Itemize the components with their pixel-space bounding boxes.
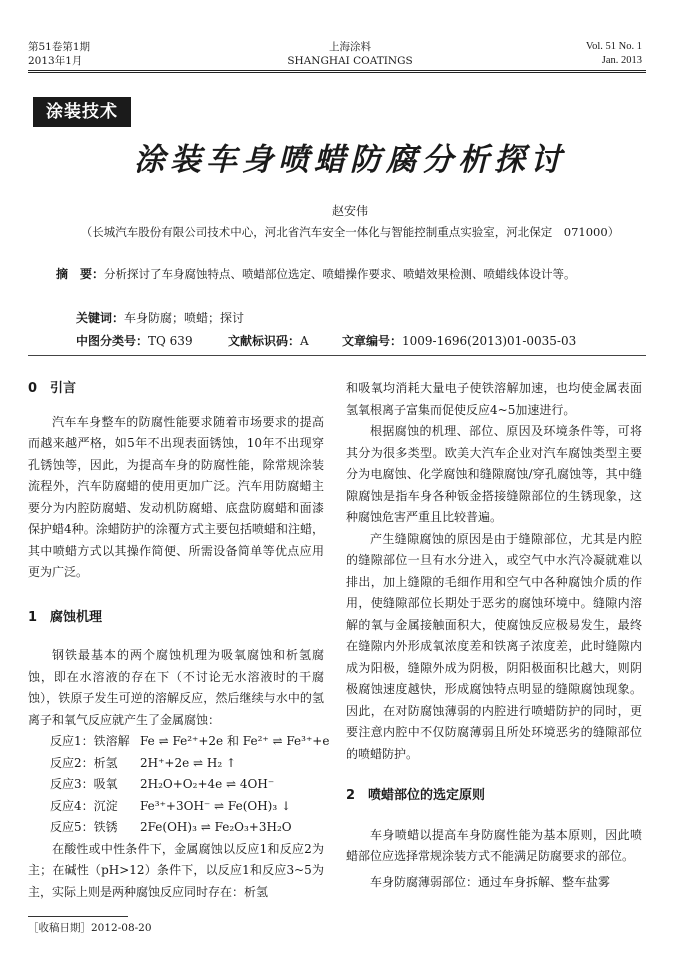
journal-name-cn: 上海涂料	[329, 41, 371, 53]
reaction-3-label: 反应3：吸氧	[50, 777, 118, 791]
section-0-paragraph: 汽车车身整车的防腐性能要求随着市场要求的提高而越来越严格，如5年不出现表面锈蚀，10年不出现穿孔锈蚀等，因此，为提高车身的防腐性能，除常规涂装流程外，汽车防腐蜡的使用更加广泛。汽车用防腐蜡主要分为内腔防腐蜡、发动机防腐蜡、底盘防腐蜡和面漆保护蜡4种。涂蜡防护的涂覆方式主要包括喷蜡和注蜡，其中喷蜡方式以其操作简便、所需设备简单等优点应用更为广泛。	[28, 414, 324, 579]
reaction-3-equation: 2H₂O+O₂+4e ⇌ 4OH⁻	[140, 777, 275, 791]
reaction-3	[28, 774, 324, 796]
section-0-heading: 0 引言	[28, 381, 77, 396]
date-cn: 2013年1月	[28, 55, 83, 67]
affiliation: （长城汽车股份有限公司技术中心，河北省汽车安全一体化与智能控制重点实验室，河北保定 071000）	[80, 225, 620, 239]
column-tag: 涂装技术	[33, 97, 131, 127]
reaction-1-equation: Fe ⇌ Fe²⁺+2e 和 Fe²⁺ ⇌ Fe³⁺+e	[140, 734, 330, 748]
reaction-4-equation: Fe³⁺+3OH⁻ ⇌ Fe(OH)₃ ↓	[140, 798, 292, 813]
corrosion-types-paragraph: 根据腐蚀的机理、部位、原因及环境条件等，可将其分为很多类型。欧美大汽车企业对汽车腐蚀类型主要分为电腐蚀、化学腐蚀和缝隙腐蚀/穿孔腐蚀等，其中缝隙腐蚀是指车身各种钣金搭接缝隙部位的生锈现象，这种腐蚀危害严重且比较普遍。	[346, 424, 642, 524]
section-2-heading: 2 喷蜡部位的选定原则	[346, 788, 486, 803]
continued-paragraph: 和吸氧均消耗大量电子使铁溶解加速，也均使金属表面氢氧根离子富集而促使反应4~5加速进行。	[346, 381, 642, 417]
clc-label: 中图分类号：	[76, 334, 149, 348]
clc-number	[76, 331, 193, 351]
header-rule	[28, 70, 646, 71]
received-date-footnote: ［收稿日期］2012-08-20	[28, 922, 152, 934]
reaction-2-equation: 2H⁺+2e ⇌ H₂ ↑	[140, 755, 237, 770]
reaction-1-label: 反应1：铁溶解	[50, 734, 130, 748]
volume-issue-en: Vol. 51 No. 1	[585, 41, 642, 52]
left-column	[28, 378, 330, 903]
keywords	[76, 308, 244, 328]
right-column	[346, 378, 642, 893]
doc-label: 文献标识码：	[228, 334, 301, 348]
reaction-5-label: 反应5：铁锈	[50, 820, 118, 834]
doc-value: A	[300, 334, 309, 348]
section-1-heading: 1 腐蚀机理	[28, 609, 103, 625]
abstract-label: 摘 要：	[56, 267, 105, 281]
header-rule-thin	[28, 72, 646, 73]
art-label: 文章编号：	[342, 334, 403, 348]
author: 赵安伟	[331, 204, 368, 218]
abstract-text: 分析探讨了车身腐蚀特点、喷蜡部位选定、喷蜡操作要求、喷蜡效果检测、喷蜡线体设计等。	[104, 267, 576, 281]
keywords-text: 车身防腐；喷蜡；探讨	[124, 311, 245, 325]
reaction-5-equation: 2Fe(OH)₃ ⇌ Fe₂O₃+3H₂O	[140, 820, 292, 834]
art-value: 1009-1696(2013)01-0035-03	[402, 334, 577, 348]
abstract	[56, 263, 636, 285]
journal-name-en: SHANGHAI COATINGS	[287, 55, 413, 67]
document-code	[228, 331, 309, 351]
reaction-2	[28, 753, 324, 775]
crevice-corrosion-paragraph: 产生缝隙腐蚀的原因是由于缝隙部位，尤其是内腔的缝隙部位一旦有水分进入，或空气中水汽冷凝就难以排出，加上缝隙的毛细作用和空气中各种腐蚀介质的作用，使缝隙部位长期处于恶劣的腐蚀环境中。缝隙内溶解的氧与金属接触面积大，使腐蚀反应极易发生，最终在缝隙内外形成氧浓度差和铁离子浓度差，此时缝隙内成为阳极，缝隙外成为阴极，阴阳极面积比越大，则阴极腐蚀速度越快，形成腐蚀特点明显的缝隙腐蚀现象。因此，在对防腐蚀薄弱的内腔进行喷蜡防护的同时，更要注意内腔中不仅防腐薄弱且所处环境恶劣的缝隙部位的喷蜡防护。	[346, 531, 642, 761]
section-1-paragraph-1: 钢铁最基本的两个腐蚀机理为吸氧腐蚀和析氢腐蚀，即在水溶液的存在下（不讨论无水溶液时的干腐蚀），铁原子发生可逆的溶解反应，然后继续与水中的氢离子和氧气反应就产生了金属腐蚀：	[28, 648, 324, 727]
reaction-5	[28, 817, 324, 839]
section-1-paragraph-2: 在酸性或中性条件下，金属腐蚀以反应1和反应2为主；在碱性（pH>12）条件下，以反应1和反应3~5为主，实际上则是两种腐蚀反应同时存在：析氢	[28, 841, 324, 899]
footnote-rule	[28, 916, 128, 917]
section-2-paragraph-2: 车身防腐薄弱部位：通过车身拆解、整车盐雾	[370, 874, 611, 889]
keywords-label: 关键词：	[76, 311, 125, 325]
section-2-paragraph-1: 车身喷蜡以提高车身防腐性能为基本原则，因此喷蜡部位应选择常规涂装方式不能满足防腐要求的部位。	[346, 827, 642, 863]
article-title: 涂装车身喷蜡防腐分析探讨	[134, 142, 566, 178]
journal-issue-en	[586, 40, 642, 68]
date-en: Jan. 2013	[601, 55, 642, 66]
reaction-2-label: 反应2：析氢	[50, 755, 118, 770]
abstract-rule	[28, 355, 646, 356]
reaction-1	[28, 731, 330, 753]
clc-value: TQ 639	[148, 334, 193, 348]
reaction-4	[28, 796, 324, 818]
article-number	[342, 331, 576, 351]
volume-issue-cn: 第51卷第1期	[28, 41, 91, 53]
reaction-4-label: 反应4：沉淀	[50, 798, 118, 813]
